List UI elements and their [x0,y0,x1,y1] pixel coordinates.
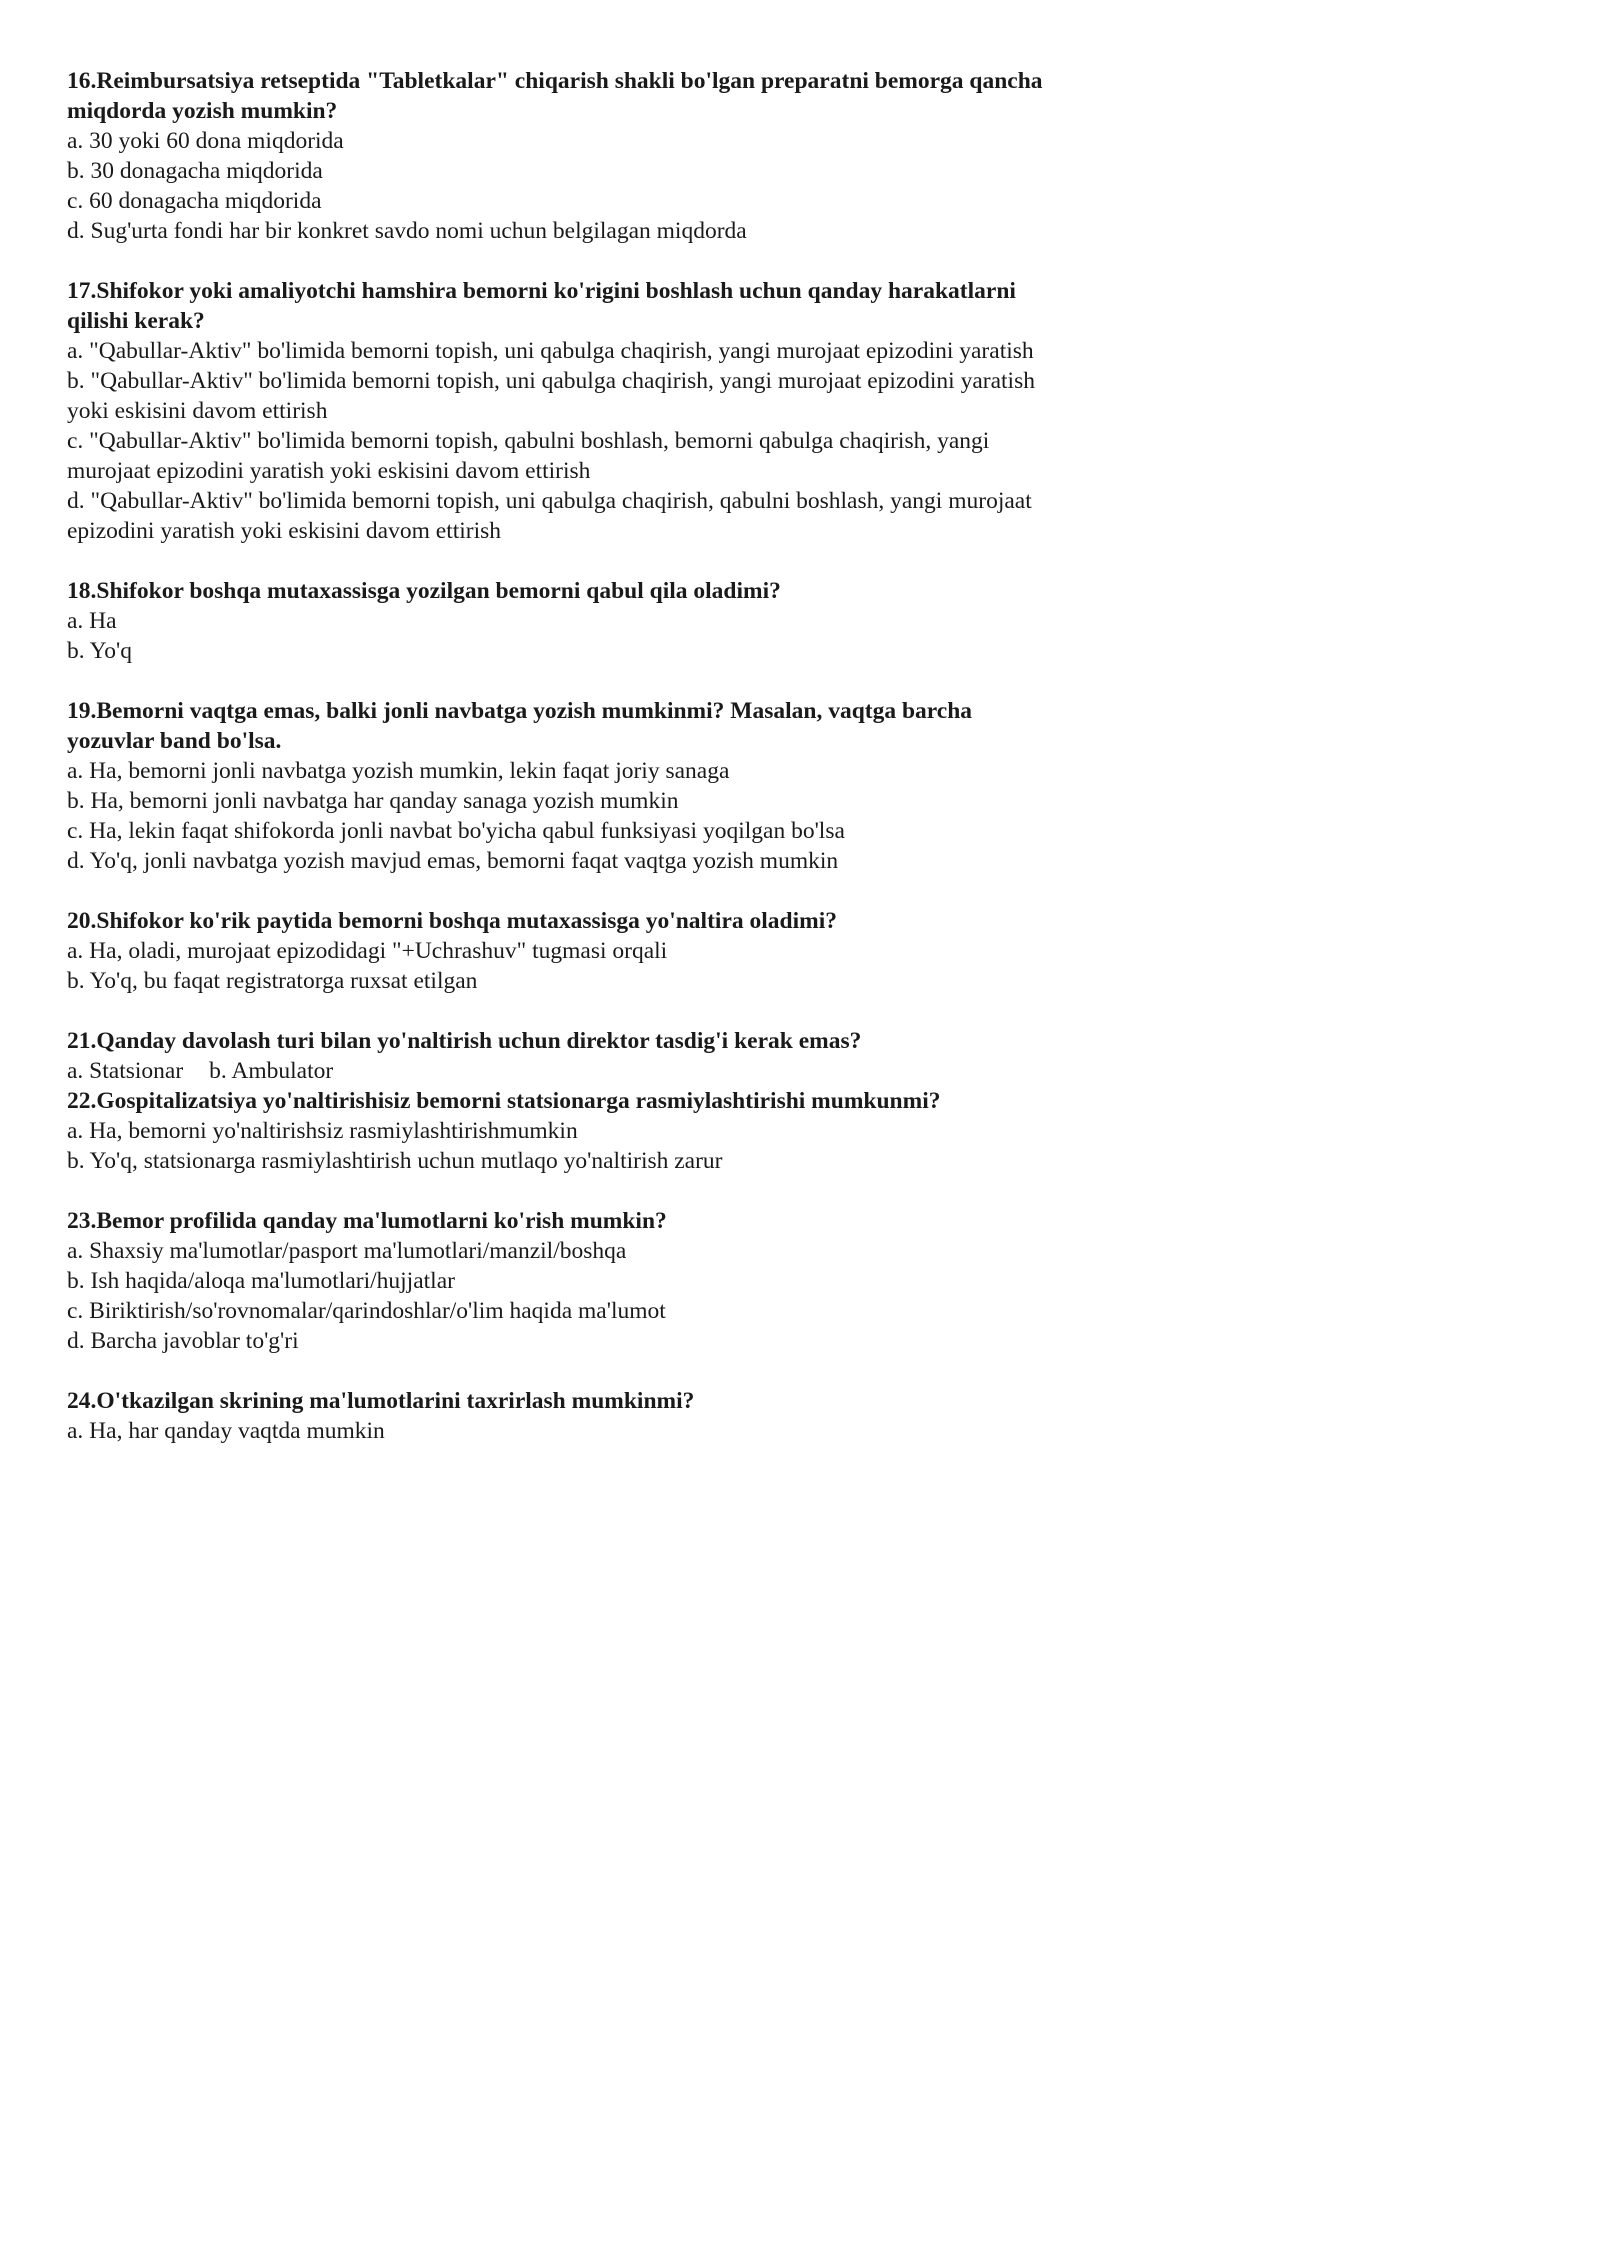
answer-option: c. 60 donagacha miqdorida [67,188,322,214]
document-page [67,66,1052,1446]
question-16 [67,66,1052,246]
answer-option: b. Ambulator [209,1058,334,1084]
question-22 [67,1086,1052,1176]
answer-option: a. Ha, har qanday vaqtda mumkin [67,1418,385,1444]
answer-option: d. Sug'urta fondi har bir konkret savdo nomi uchun belgilagan miqdorda [67,218,747,244]
question-text: 17.Shifokor yoki amaliyotchi hamshira bemorni ko'rigini boshlash uchun qanday harakatlarni qilishi kerak? [67,278,1016,334]
question-text: 23.Bemor profilida qanday ma'lumotlarni ko'rish mumkin? [67,1208,667,1234]
question-text: 20.Shifokor ko'rik paytida bemorni boshqa mutaxassisga yo'naltira oladimi? [67,908,837,934]
question-text: 21.Qanday davolash turi bilan yo'naltirish uchun direktor tasdig'i kerak emas? [67,1028,862,1054]
answer-option: b. "Qabullar-Aktiv" bo'limida bemorni topish, uni qabulga chaqirish, yangi murojaat epizodini yaratish yoki eskisini davom ettirish [67,368,1035,424]
answer-option: b. Ish haqida/aloqa ma'lumotlari/hujjatlar [67,1268,455,1294]
question-17 [67,276,1052,546]
answer-option: c. "Qabullar-Aktiv" bo'limida bemorni topish, qabulni boshlash, bemorni qabulga chaqirish, yangi murojaat epizodini yaratish yoki eskisini davom ettirish [67,428,990,484]
answer-option: a. 30 yoki 60 dona miqdorida [67,128,344,154]
answer-option: b. Yo'q [67,638,132,664]
question-21 [67,1026,1052,1086]
question-text: 18.Shifokor boshqa mutaxassisga yozilgan bemorni qabul qila oladimi? [67,578,781,604]
question-text: 19.Bemorni vaqtga emas, balki jonli navbatga yozish mumkinmi? Masalan, vaqtga barcha yozuvlar band bo'lsa. [67,698,973,754]
answer-option: b. 30 donagacha miqdorida [67,158,323,184]
question-text: 24.O'tkazilgan skrining ma'lumotlarini taxrirlash mumkinmi? [67,1388,695,1414]
answer-option: a. Ha, bemorni jonli navbatga yozish mumkin, lekin faqat joriy sanaga [67,758,730,784]
question-text: 22.Gospitalizatsiya yo'naltirishisiz bemorni statsionarga rasmiylashtirishi mumkunmi? [67,1088,941,1114]
answer-option: c. Biriktirish/so'rovnomalar/qarindoshlar/o'lim haqida ma'lumot [67,1298,666,1324]
answer-option: a. "Qabullar-Aktiv" bo'limida bemorni topish, uni qabulga chaqirish, yangi murojaat epizodini yaratish [67,338,1034,364]
answer-option: d. Yo'q, jonli navbatga yozish mavjud emas, bemorni faqat vaqtga yozish mumkin [67,848,839,874]
question-19 [67,696,1052,876]
answer-option: d. Barcha javoblar to'g'ri [67,1328,299,1354]
question-text: 16.Reimbursatsiya retseptida "Tabletkalar" chiqarish shakli bo'lgan preparatni bemorga qancha miqdorda yozish mumkin? [67,68,1043,124]
answer-option: a. Ha [67,608,117,634]
answer-option: a. Ha, oladi, murojaat epizodidagi "+Uchrashuv" tugmasi orqali [67,938,668,964]
answer-option: a. Ha, bemorni yo'naltirishsiz rasmiylashtirishmumkin [67,1118,578,1144]
answer-option: b. Yo'q, statsionarga rasmiylashtirish uchun mutlaqo yo'naltirish zarur [67,1148,723,1174]
answer-options-row [67,1056,1052,1086]
question-20 [67,906,1052,996]
question-18 [67,576,1052,666]
answer-option: b. Ha, bemorni jonli navbatga har qanday sanaga yozish mumkin [67,788,679,814]
answer-option: a. Shaxsiy ma'lumotlar/pasport ma'lumotlari/manzil/boshqa [67,1238,627,1264]
answer-option: d. "Qabullar-Aktiv" bo'limida bemorni topish, uni qabulga chaqirish, qabulni boshlash, yangi murojaat epizodini yaratish yoki eskisini davom ettirish [67,488,1032,544]
answer-option: b. Yo'q, bu faqat registratorga ruxsat etilgan [67,968,478,994]
answer-option: c. Ha, lekin faqat shifokorda jonli navbat bo'yicha qabul funksiyasi yoqilgan bo'lsa [67,818,845,844]
question-23 [67,1206,1052,1356]
question-24 [67,1386,1052,1446]
answer-option: a. Statsionar [67,1058,184,1084]
